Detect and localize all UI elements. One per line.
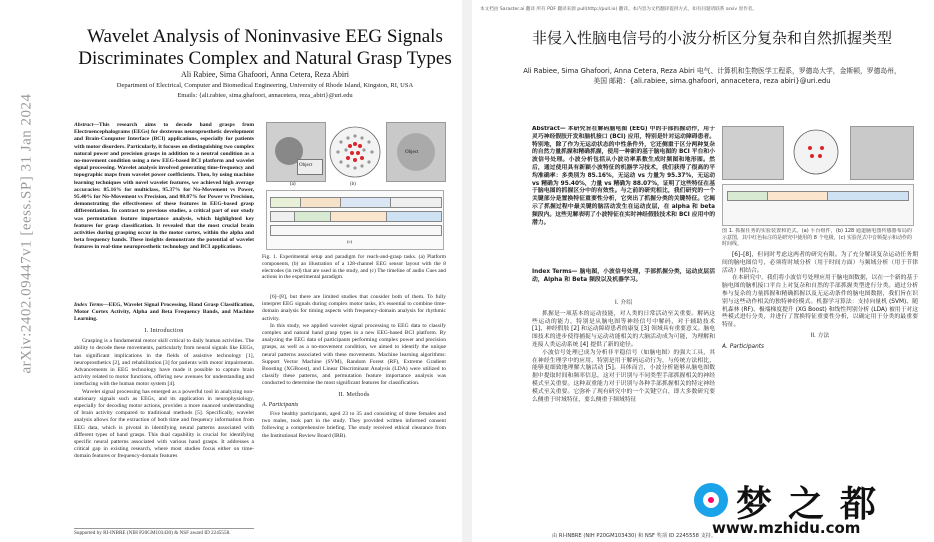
timeline-segment — [270, 197, 302, 208]
translated-figure-caption: 图 1. 抓握任务的实验装置和范式。(a) 平台组件，(b) 128 通道脑电图传感器布局的示意图，其中红色标注的是研究中使用的 8 个电极，(c) 实验范式中音频提示和动作的时间线。 — [722, 228, 912, 247]
zh-right-column — [722, 126, 918, 352]
electrode — [370, 150, 373, 153]
translated-grasp-photo — [850, 126, 914, 180]
col2-paragraph-1: [6]–[8], but there are limited studies that consider both of them. To fully interpret EEG signals during complex motor tasks, it's essential to combine time-domain analysis for timing aspects with frequency-domain analysis for rhythmic activity. — [262, 294, 446, 322]
figure-caption: Fig. 1. Experimental setup and paradigm for reach-and-grasp tasks. (a) Platform components, (b) an illustration of a 128-channel EEG sensor layout with the 8 electrodes (in red) that are used in the study, and (c) The timeline of audio Cues and actions in the experimental paradigm. — [262, 254, 446, 281]
translated-timeline-segment — [767, 191, 829, 201]
electrode — [353, 166, 356, 169]
intro-paragraph-1: Grasping is a fundamental motor skill critical to daily human activities. The ability to decode these movements, particularly from neural signals like EEGs, has significant implications in the fields of assistive technology [1], neuroprosthetics [2], and rehabilitation [3] for patients with motor impairments. Advancements in EEG technology have made it possible to capture brain activity related to motor functions, offering new avenues for understanding and interfacing with the human motor system [4]. — [74, 338, 254, 388]
translated-intro-heading: I. 介绍 — [615, 300, 632, 306]
translated-head-outline — [794, 130, 838, 174]
col2-paragraph-2: In this study, we applied wavelet signal processing to EEG data to classify complex and natural hand grasp types in a new EEG-based BCI platform. By analyzing the EEG data of participants performing complex power and precision grasps, as well as a no-movement condition, we aimed to identify the unique neural patterns associated with these movements. Machine learning algorithms: Support Vector Machine (SVM), Random Forest (RF), Extreme Gradient Boosting (XGBoost), and Linear Discriminant Analysis (LDA) were utilized to classify these patterns, and permutation feature importance analysis was conducted to determine the most significant features for classification. — [262, 322, 446, 387]
selected-electrode — [360, 156, 364, 160]
index-terms-text: —EEG, Wavelet Signal Processing, Hand Grasp Classification, Motor Cortex Activity, Alpha and Beta Frequency Bands, and Machine Learning. — [74, 302, 254, 323]
watermark-brand: 梦之都 — [736, 484, 893, 525]
eeg-layout-diagram — [326, 122, 384, 180]
figure-label-b: (b) — [350, 182, 356, 187]
eeg-head-svg — [326, 122, 384, 180]
electrode — [339, 140, 342, 143]
timeline-segment — [294, 211, 332, 222]
translated-abstract: Abstract— 本研究旨在解码脑电图 (EEG) 中的手部抓握动作，用于灵巧神经假肢开发和脑机接口 (BCI) 应用，特别是针对运动障碍患者。特别地，除了作为无运动状态的中性条件外，它还侧重于区分两种复杂的自然力量抓握和精确抓握，使用一种新的基于脑电图的 BCI 平台和小波信号处理。小波分析包括从小波功率系数生成时频图和地形图。然后，通过使用具有新颖小波特征的机器学习技术，我们获得了很高的平均准确率：多类别为 85.16%，无运动 vs 力量为 95.37%，无运动 vs 精确为 95.40%，力量 vs 精确为 88.07%，证明了这些特征在基于脑电图的抓握区分中的有效性。与之前的研究相比，我们研究的一个关键部分是置换特征重要性分析，它突出了抓握分类的关键特征。它揭示了抓握过程中最关键的脑活动发生在运动皮层，在 alpha 和 beta 频段内。这些见解表明了小波特征在实时神经假肢技术和 BCI 应用中的潜力。 — [532, 126, 715, 226]
english-paper-page — [0, 0, 462, 542]
translation-note: 本文档由 Saraster.ai 翻译 所有 PDF 翻译来源 pull(http://pull.io) 翻译。本内容为文档翻译提供方式，如有问题请联系 arxiv 原作者。 — [480, 7, 757, 12]
platform-photo — [266, 122, 326, 182]
chinese-translation-page — [472, 0, 934, 542]
electrode — [360, 136, 363, 139]
translated-footnote: 由 RI-INBRE (NIH P20GM103430) 和 NSF 奖项 ID 2245558 支持。 — [552, 533, 717, 539]
timeline-segment — [270, 225, 442, 236]
translated-timeline — [722, 184, 914, 226]
abstract — [74, 122, 254, 300]
electrode — [346, 136, 349, 139]
selected-electrode — [350, 151, 354, 155]
translated-platform-photo — [722, 126, 784, 180]
selected-electrode — [356, 151, 360, 155]
intro-heading: I. Introduction — [144, 328, 184, 334]
electrode — [362, 148, 365, 151]
selected-electrode — [348, 144, 352, 148]
electrode — [353, 134, 356, 137]
translated-authors: Ali Rabiee, Sima Ghafoori, Anna Cetera, Reza Abiri 电气、计算机和生物医学工程系，罗德岛大学，金斯顿，罗德岛州，美国 邮箱：{ali.rabiee, sima.ghafoori, annacetera, reza abiri}@uri.edu — [523, 67, 901, 85]
timeline-row — [270, 211, 440, 220]
logo-dot — [708, 497, 714, 503]
translated-figure — [722, 126, 918, 252]
paper-affiliation: Department of Electrical, Computer and Biomedical Engineering, University of Rhode Island, Kingston, RI, USA — [116, 82, 414, 89]
electrode — [336, 150, 339, 153]
index-terms-lead: Index Terms — [74, 302, 104, 308]
zh-left-column — [532, 126, 715, 404]
translated-intro-paragraph-1: 抓握是一项基本的运动技能，对人类的日常活动至关重要。解码这些运动的能力，特别是从脑电图等神经信号中解码，对于辅助技术 [1]、神经假肢 [2] 和运动障碍患者的康复 [3] 领域具有重要意义。脑电图技术的进步使得捕捉与运动功能相关的大脑活动成为可能，为理解和连接人类运动系统 [4] 提供了新的途径。 — [532, 310, 715, 348]
electrode — [346, 164, 349, 167]
translated-methods-heading: II. 方法 — [810, 332, 830, 339]
translated-timeline-segment — [727, 191, 769, 201]
grasp-photo — [386, 122, 446, 182]
abstract-text: —This research aims to decode hand grasps from Electroencephalograms (EEGs) for dexterous neuroprosthetic development and Brain-Computer Interface (BCI) applications, especially for patients with motor disorders. Particularly, it focuses on distinguishing two complex natural power and precision grasps in addition to a neutral condition as a no-movement condition using a new EEG-based BCI platform and wavelet signal processing. Wavelet analysis involved generating time-frequency and topographic maps from wavelet power coefficients. Then, by using machine learning techniques with novel wavelet features, we achieved high average accuracies: 85.16% for multiclass, 95.37% for No-Movement vs Power, 95.40% for No-Movement vs Precision, and 88.07% for Power vs Precision, demonstrating the effectiveness of these features in EEG-based grasp differentiation. In contrast to previous studies, a critical part of our study was permutation feature importance analysis, which highlighted key features for grasp classification. It revealed that the most crucial brain activities during grasping occur in the motor cortex, within the alpha and beta frequency bands. These insights demonstrate the potential of wavelet features in real-time neuroprosthetic technology and BCI applications. — [74, 122, 254, 251]
paper-emails: Emails: {ali.rabiee, sima.ghafoori, annacetera, reza_abiri}@uri.edu — [177, 92, 353, 99]
timeline-segment — [340, 197, 392, 208]
timeline-row — [270, 225, 440, 234]
electrode — [367, 160, 370, 163]
translated-electrode — [820, 146, 824, 150]
translated-eeg-svg — [786, 126, 846, 178]
translated-col2-paragraph-2: 在本研究中，我们将小波信号处理应用于脑电图数据，以在一个新的基于脑电图的脑机接口平台上对复杂和自然的手部抓握类型进行分类。通过分析参与复杂的力量抓握和精确抓握以及无运动条件的脑电图数据，我们旨在识别与这些动作相关的独特神经模式。机器学习算法：支持向量机 (SVM)、随机森林 (RF)、极端梯度提升 (XG Boost) 和线性判别分析 (LDA) 被用于对这些模式进行分类，并进行了置换特征重要性分析，以确定用于分类的最重要特征。 — [722, 275, 918, 329]
selected-electrode — [353, 158, 357, 162]
figure-label-c: (c) — [347, 239, 352, 244]
translated-participants-heading: A. Participants — [722, 343, 765, 350]
figure-1 — [262, 122, 446, 250]
selected-electrode — [346, 156, 350, 160]
arxiv-stamp: arXiv:2402.09447v1 [eess.SP] 31 Jan 2024 — [18, 93, 35, 374]
col2-paragraph-3: Five healthy participants, aged 23 to 35 and consisting of three females and two males, took part in the study. They provided written informed consent following a comprehensive briefing. The study received ethical clearance from the Institutional Review Board (IRB). — [262, 411, 446, 439]
translated-eeg-diagram — [786, 126, 846, 178]
selected-electrode — [353, 142, 357, 146]
paradigm-timeline — [266, 190, 444, 250]
electrode — [367, 140, 370, 143]
translated-electrode — [810, 154, 814, 158]
timeline-segment — [300, 197, 342, 208]
electrode — [339, 160, 342, 163]
left-column — [74, 122, 254, 461]
abstract-lead: Abstract — [74, 122, 94, 128]
paper-title: Wavelet Analysis of Noninvasive EEG Signals Discriminates Complex and Natural Grasp Types — [78, 26, 452, 69]
timeline-segment — [390, 197, 442, 208]
methods-heading: II. Methods — [338, 391, 370, 398]
timeline-row — [270, 197, 440, 206]
figure-label-a: (a) — [290, 182, 296, 187]
timeline-segment — [270, 211, 296, 222]
translated-index-terms: Index Terms— 脑电图，小波信号处理，手部抓握分类，运动皮层活动，Alpha 和 Beta 频段以及机器学习。 — [532, 269, 715, 283]
translated-electrode — [818, 154, 822, 158]
index-terms — [74, 302, 254, 324]
watermark-url: www.mzhidu.com — [712, 519, 861, 537]
brand-logo-icon — [694, 483, 728, 517]
right-column — [262, 122, 446, 440]
object-label: Object — [299, 163, 313, 168]
translated-col2-paragraph-1: [6]–[8]，但同时考虑这两者的研究有限。为了充分解读复杂运动任务期间的脑电图信号，必须将时域分析（用于时间方面）与频域分析（用于节律活动）相结合。 — [722, 252, 918, 274]
timeline-segment — [330, 211, 388, 222]
funding-footnote: Supported by RI-INBRE (NIH P20GM103430) & NSF award ID 2245558. — [74, 528, 254, 536]
translated-title: 非侵入性脑电信号的小波分析区分复杂和自然抓握类型 — [531, 29, 892, 47]
timeline-segment — [386, 211, 442, 222]
page-gutter — [462, 0, 472, 542]
paper-authors: Ali Rabiee, Sima Ghafoori, Anna Cetera, Reza Abiri — [181, 70, 349, 79]
electrode — [344, 148, 347, 151]
intro-paragraph-2: Wavelet signal processing has emerged as a powerful tool in analyzing non-stationary signals such as EEGs, and its application in neurophysiology, especially for decoding motor actions, provides a more nuanced understanding of brain activity compared to traditional methods [5]. Specifically, wavelet analysis allows for the extraction of both time and frequency information from EEG data, which is pivotal in identifying neural patterns associated with different types of hand grasps. This dual capability is crucial for identifying specific neural patterns associated with various hand grasps. It addresses a critical gap in existing research, where most studies focus either on time-domain features or frequency-domain features — [74, 388, 254, 460]
translated-intro-paragraph-2: 小波信号处理已成为分析非平稳信号（如脑电图）的强大工具，其在神经生理学中的应用，特别是用于解码运动行为，与传统方法相比，能够更细致地理解大脑活动 [5]。具体而言，小波分析能够从脑电图数据中提取时间和频率信息，这对于识别与不同类型手部抓握相关的神经模式至关重要。这种双重能力对于识别与各种手部抓握相关的特定神经模式至关重要。它弥补了现有研究中的一个关键空白，即大多数研究要么侧重于时域特征，要么侧重于频域特征 — [532, 349, 715, 403]
participants-heading: A. Participants — [262, 401, 299, 408]
electrode — [360, 164, 363, 167]
selected-electrode — [358, 144, 362, 148]
grasp-object-label: Object — [405, 150, 419, 155]
translated-timeline-segment — [827, 191, 909, 201]
translated-electrode — [808, 146, 812, 150]
